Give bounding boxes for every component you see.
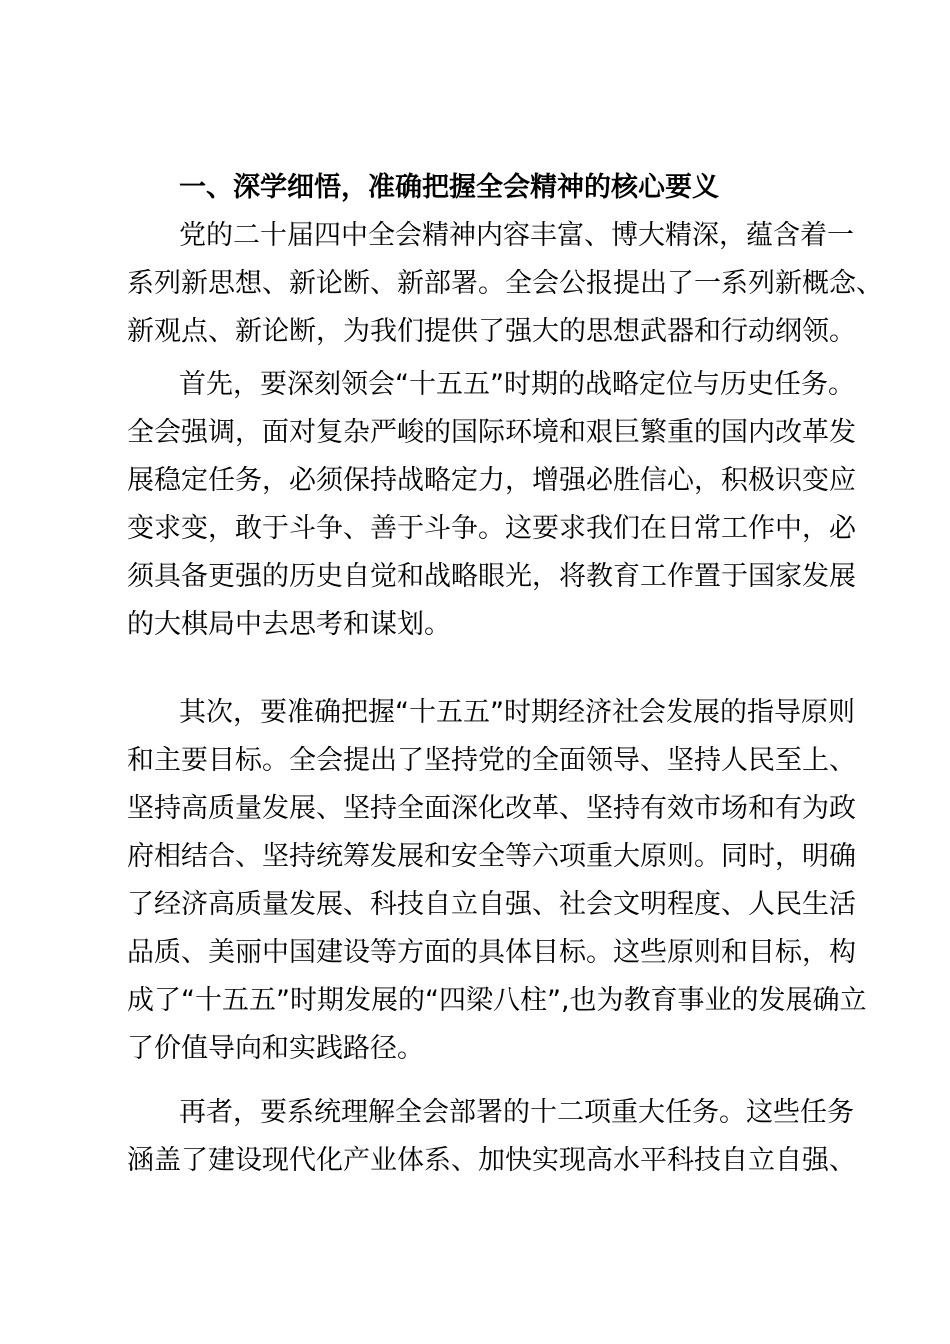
paragraph-line: 涵盖了建设现代化产业体系、加快实现高水平科技自立自强、: [127, 1145, 856, 1176]
paragraph-line: 展稳定任务，必须保持战略定力，增强必胜信心，积极识变应: [127, 465, 856, 496]
paragraph-line: 品质、美丽中国建设等方面的具体目标。这些原则和目标，构: [127, 937, 856, 968]
paragraph-line: 了经济高质量发展、科技自立自强、社会文明程度、人民生活: [127, 889, 856, 920]
paragraph-line: 的大棋局中去思考和谋划。: [127, 609, 451, 640]
paragraph-line: 全会强调，面对复杂严峻的国际环境和艰巨繁重的国内改革发: [127, 417, 856, 448]
paragraph-line: 其次，要准确把握“十五五”时期经济社会发展的指导原则: [179, 697, 855, 728]
paragraph-line: 和主要目标。全会提出了坚持党的全面领导、坚持人民至上、: [127, 745, 856, 776]
paragraph-line: 坚持高质量发展、坚持全面深化改革、坚持有效市场和有为政: [127, 793, 856, 824]
section-heading: 一、深学细悟，准确把握全会精神的核心要义: [179, 172, 719, 203]
paragraph-line: 变求变，敢于斗争、善于斗争。这要求我们在日常工作中，必: [127, 513, 856, 544]
paragraph-line: 系列新思想、新论断、新部署。全会公报提出了一系列新概念、: [127, 268, 883, 299]
paragraph-line: 首先，要深刻领会“十五五”时期的战略定位与历史任务。: [179, 369, 855, 400]
paragraph-line: 新观点、新论断，为我们提供了强大的思想武器和行动纲领。: [127, 316, 856, 347]
paragraph-line: 了价值导向和实践路径。: [127, 1033, 424, 1064]
paragraph-line: 再者，要系统理解全会部署的十二项重大任务。这些任务: [179, 1097, 854, 1128]
paragraph-line: 须具备更强的历史自觉和战略眼光，将教育工作置于国家发展: [127, 561, 856, 592]
paragraph-line: 成了“十五五”时期发展的“四梁八柱”,也为教育事业的发展确立: [127, 985, 867, 1016]
paragraph-line: 党的二十届四中全会精神内容丰富、博大精深，蕴含着一: [179, 220, 854, 251]
paragraph-line: 府相结合、坚持统筹发展和安全等六项重大原则。同时，明确: [127, 841, 856, 872]
